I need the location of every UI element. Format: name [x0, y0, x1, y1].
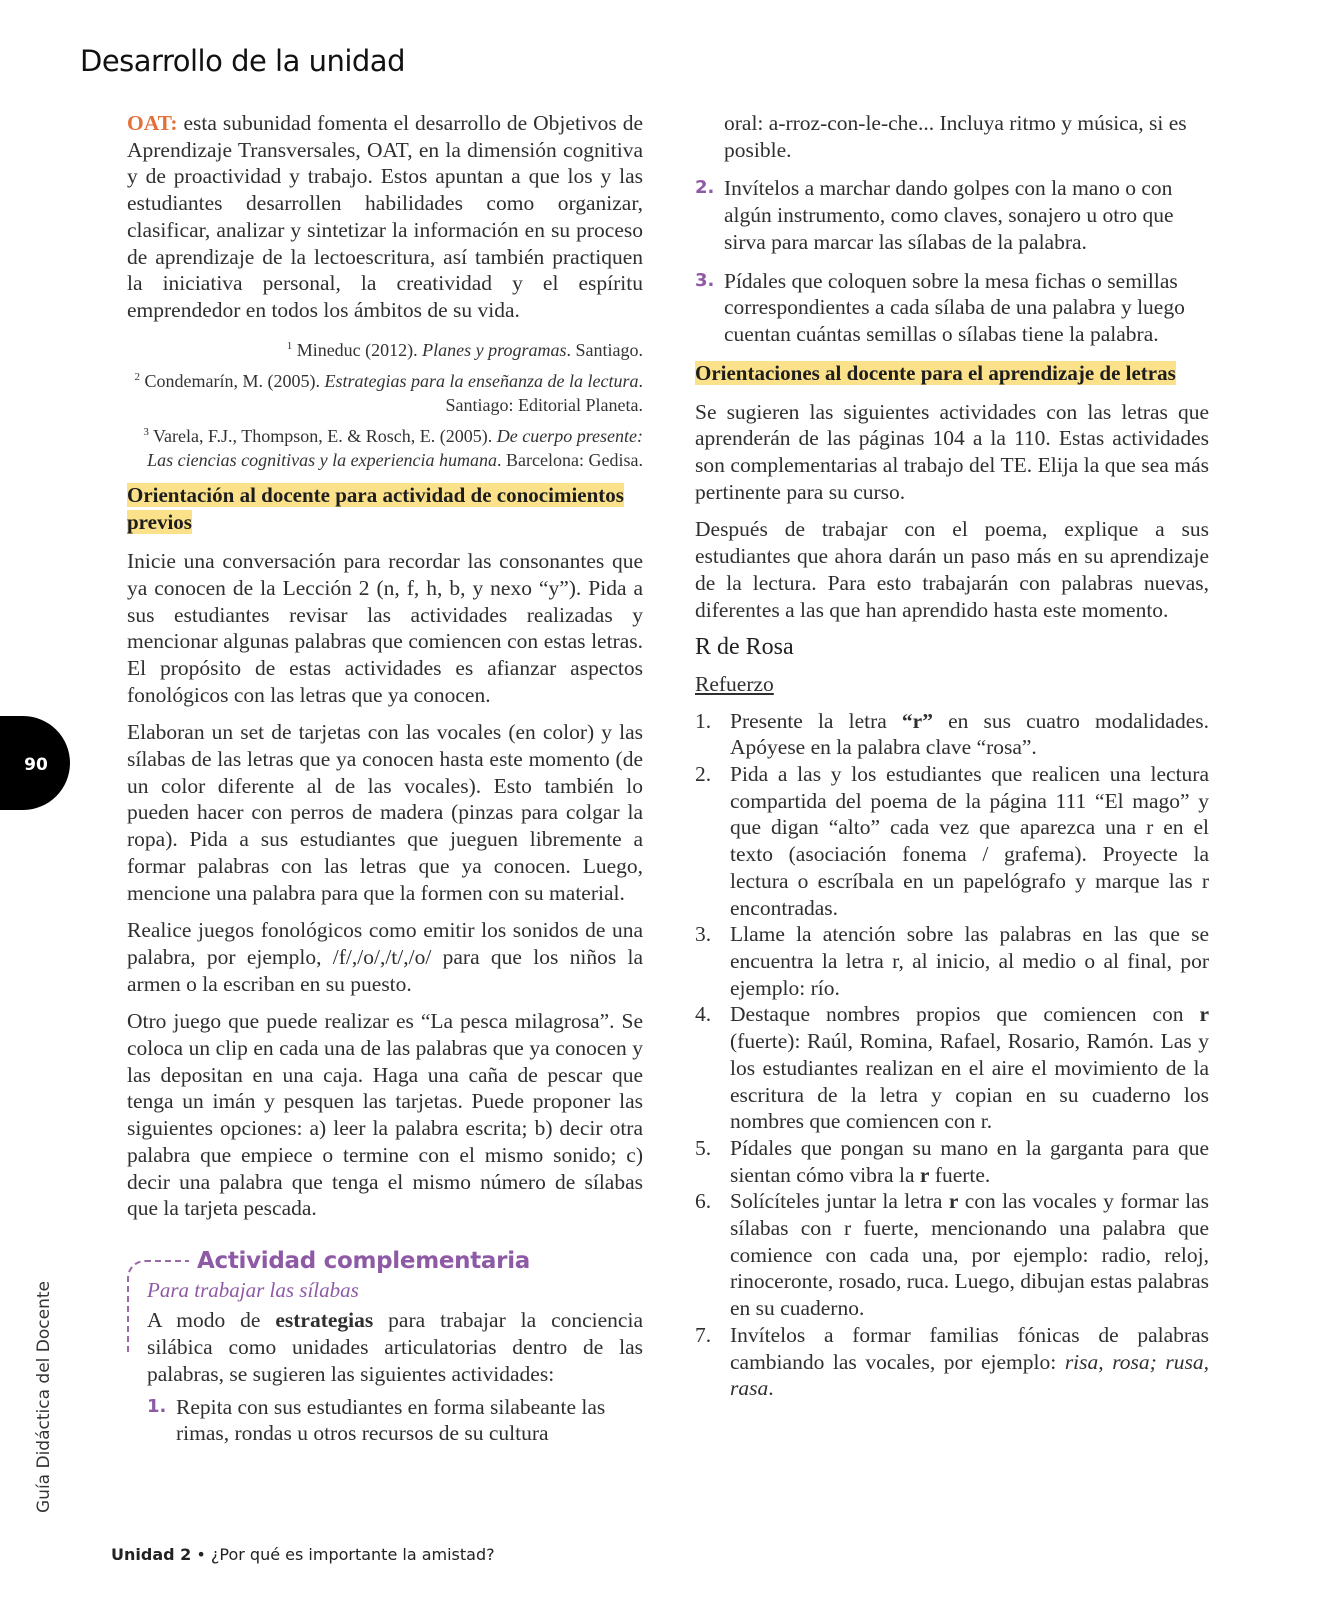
reference-1: $^1$ Mineduc (2012). Planes y programas. Santiago.: [286, 339, 643, 360]
paragraph: Inicie una conversación para recordar las consonantes que ya conocen de la Lección 2 (n, f, h, b, y nexo “y”). Pida a sus estudiantes revisar las actividades realizadas y mencionar algunas palabras que comiencen con estas letras. El propósito de estas actividades es afianzar aspectos fonológicos con las letras que ya conocen.: [127, 549, 643, 707]
paragraph: Después de trabajar con el poema, explique a sus estudiantes que ahora darán un paso más en su aprendizaje de la lectura. Para esto trabajarán con palabras nuevas, diferentes a las que han aprendido hasta este momento.: [695, 517, 1209, 622]
activity-frame-decoration: [127, 1260, 189, 1354]
guide-vertical-label: Guía Didáctica del Docente: [34, 1281, 54, 1513]
list-item: 2. Invítelos a marchar dando golpes con la mano o con algún instrumento, como claves, sonajero u otro que sirva para marcar las sílabas de la palabra.: [695, 176, 1174, 254]
complementary-activity: [127, 1248, 643, 1447]
list-item-continued: oral: a-rroz-con-le-che... Incluya ritmo y música, si es posible.: [724, 111, 1187, 162]
paragraph: Realice juegos fonológicos como emitir los sonidos de una palabra, por ejemplo, /f/,/o/,/t/,/o/ para que los niños la armen o la escriban en su puesto.: [127, 918, 643, 996]
footer-question: ¿Por qué es importante la amistad?: [210, 1545, 495, 1564]
oat-text: esta subunidad fomenta el desarrollo de Objetivos de Aprendizaje Transversales, OAT, en la dimensión cognitiva y de proactividad y trabajo. Estos apuntan a que los y las estudiantes desarrollen habilidades como organizar, clasificar, analizar y sintetizar la información en su proceso de aprendizaje de la lectoescritura, así también practiquen la iniciativa personal, la creatividad y el espíritu emprendedor en todos los ámbitos de su vida.: [127, 111, 643, 322]
section-heading-prior-knowledge: Orientación al docente para actividad de conocimientos previos: [127, 483, 624, 535]
paragraph: Se sugieren las siguientes actividades con las letras que aprenderán de las páginas 104 a la 110. Estas actividades son complementarias al trabajo del TE. Elija la que sea más pertinente para su curso.: [695, 399, 1209, 504]
page-number: 90: [24, 755, 48, 775]
activity-subtitle: Para trabajar las sílabas: [147, 1277, 359, 1302]
reinforcement-subtitle: Refuerzo: [695, 671, 774, 696]
letter-section-title: R de Rosa: [695, 634, 794, 661]
paragraph: Elaboran un set de tarjetas con las vocales (en color) y las sílabas de las letras que ya conocen hasta este momento (de un color diferente al de las vocales). Esto también lo pueden hacer con perros de madera (pinzas para colgar la ropa). Pida a sus estudiantes que jueguen libremente a formar palabras con las letras que ya conocen. Luego, mencione una palabra para que la formen con su material.: [127, 720, 643, 905]
activity-list: [147, 1394, 643, 1447]
list-item: 2. Pida a las y los estudiantes que realicen una lectura compartida del poema de la página 111 “El mago” y que digan “alto” cada vez que aparezca una r en el texto (asociación fonema / grafema). Proyecte la lectura o escríbala en un papelógrafo y marque las r encontradas.: [695, 762, 1209, 920]
footer-separator: •: [191, 1545, 211, 1564]
list-item: 1. Repita con sus estudiantes en forma silabeante las rimas, rondas u otros recursos de su cultura: [147, 1394, 606, 1446]
right-column: [695, 110, 1209, 1402]
list-item: 3. Llame la atención sobre las palabras en las que se encuentra la letra r, al inicio, al medio o al final, por ejemplo: río.: [695, 922, 1209, 1000]
reinforcement-list: [695, 708, 1209, 1402]
activity-list-continued: [695, 110, 1209, 348]
oat-label: OAT:: [127, 111, 178, 135]
reference-2: $^2$ Condemarín, M. (2005). Estrategias para la enseñanza de la lectura. Santiago: Editorial Planeta.: [134, 371, 643, 415]
reference-3: $^3$ Varela, F.J., Thompson, E. & Rosch, E. (2005). De cuerpo presente: Las ciencias cognitivas y la experiencia humana. Barcelona: Gedisa.: [143, 426, 643, 470]
list-item: 3. Pídales que coloquen sobre la mesa fichas o semillas correspondientes a cada sílaba de una palabra y luego cuentan cuántas semillas o sílabas tiene la palabra.: [695, 268, 1185, 346]
list-item: 7. Invítelos a formar familias fónicas de palabras cambiando las vocales, por ejemplo: risa, rosa; rusa, rasa.: [695, 1322, 1209, 1401]
oat-paragraph: [127, 110, 643, 324]
paragraph: Otro juego que puede realizar es “La pesca milagrosa”. Se coloca un clip en cada una de las palabras que ya conocen y las depositan en una caja. Haga una caña de pescar que tenga un imán y pesquen las tarjetas. Puede proponer las siguientes opciones: a) leer la palabra escrita; b) decir otra palabra que empiece o termine con el mismo sonido; c) decir una palabra que tenga el mismo número de sílabas que la tarjeta pescada.: [127, 1009, 643, 1221]
page-title: Desarrollo de la unidad: [80, 44, 405, 78]
section-heading-letters: Orientaciones al docente para el aprendizaje de letras: [695, 360, 1176, 385]
left-column: [127, 110, 643, 1459]
list-item: 1. Presente la letra “r” en sus cuatro modalidades. Apóyese en la palabra clave “rosa”.: [695, 708, 1209, 760]
footer: [111, 1545, 495, 1564]
footer-unit: Unidad 2: [111, 1545, 192, 1564]
list-item: 6. Solícíteles juntar la letra r con las vocales y formar las sílabas con r fuerte, mencionando una palabra que comience con cada una, por ejemplo: radio, reloj, rinoceronte, rosado, ruca. Luego, dibujan estas palabras en su cuaderno.: [695, 1189, 1209, 1321]
activity-title: Actividad complementaria: [197, 1248, 530, 1274]
list-item: 5. Pídales que pongan su mano en la garganta para que sientan cómo vibra la r fuerte.: [695, 1135, 1209, 1187]
activity-intro: A modo de estrategias para trabajar la conciencia silábica como unidades articulatorias dentro de las palabras, se sugieren las siguientes actividades:: [147, 1308, 643, 1386]
references: [127, 335, 643, 473]
list-item: 4. Destaque nombres propios que comiencen con r (fuerte): Raúl, Romina, Rafael, Rosario, Ramón. Las y los estudiantes realizan en el aire el movimiento de la escritura de la letra y copian en su cuaderno los nombres que comiencen con r.: [695, 1002, 1209, 1134]
